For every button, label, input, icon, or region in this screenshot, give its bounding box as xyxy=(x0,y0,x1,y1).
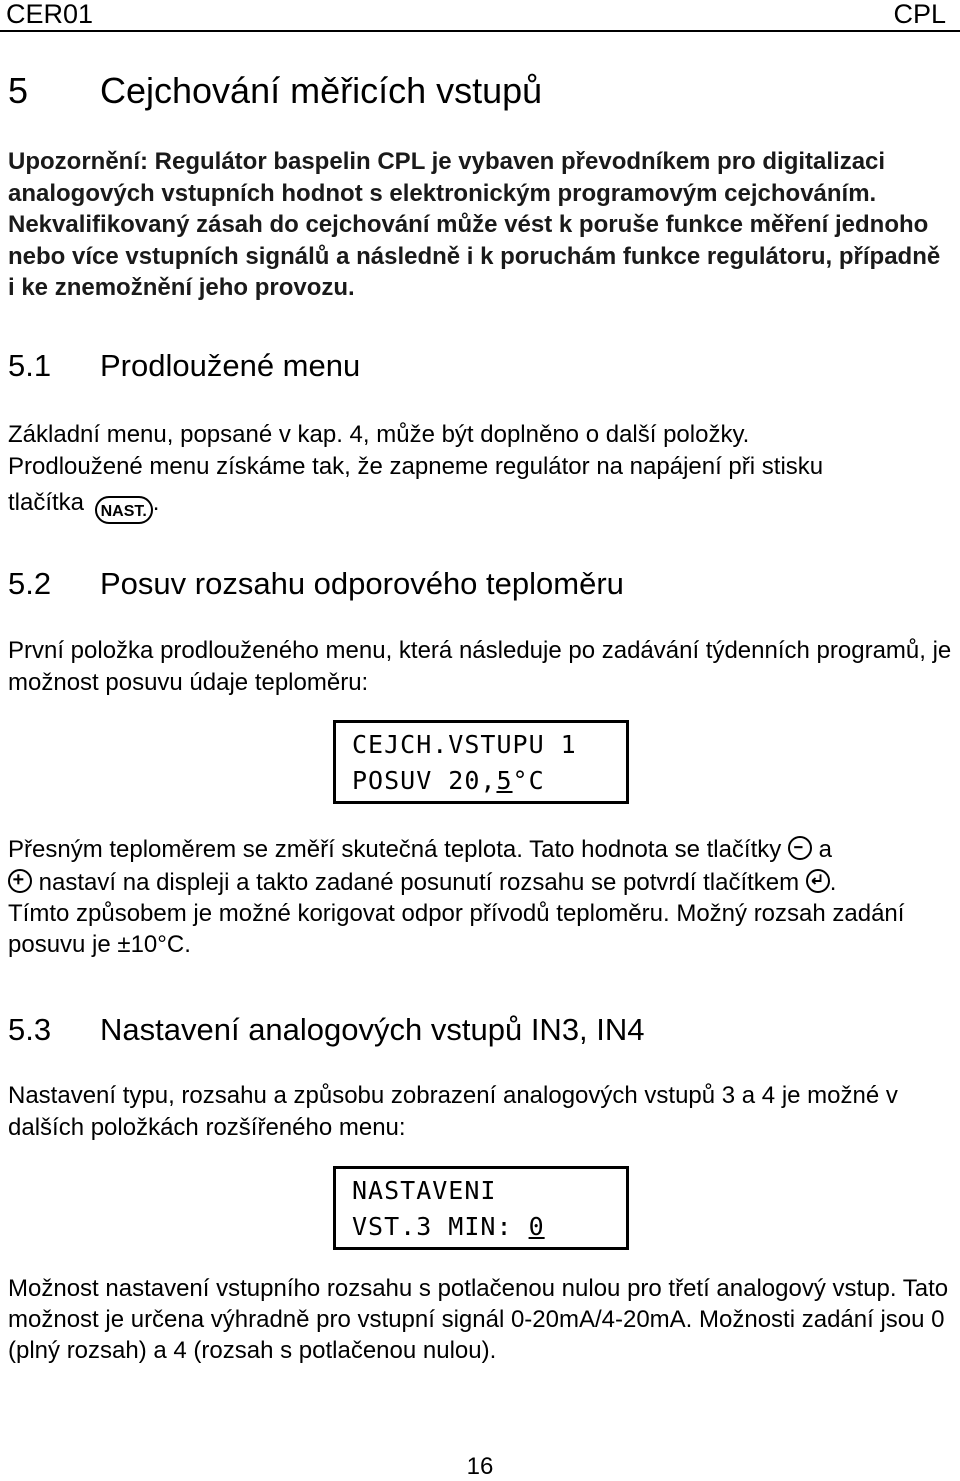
section-number: 5.2 xyxy=(8,566,52,601)
section-title: Prodloužené menu xyxy=(100,348,361,383)
minus-button-icon xyxy=(788,836,812,860)
section-5-heading xyxy=(8,70,542,112)
lcd-line-1: NASTAVENI xyxy=(352,1176,497,1205)
lcd-cursor: 0 xyxy=(528,1212,545,1241)
nast-key-icon: NAST. xyxy=(95,496,153,524)
text-fragment: a xyxy=(818,836,832,863)
text-fragment: tlačítka xyxy=(8,489,85,516)
section-title: Nastavení analogových vstupů IN3, IN4 xyxy=(100,1012,645,1047)
lcd-line-1: CEJCH.VSTUPU 1 xyxy=(352,730,577,759)
text-fragment: Přesným teploměrem se změří skutečná teplota. Tato hodnota se tlačítky xyxy=(8,836,782,863)
lcd-text: °C xyxy=(512,766,545,795)
section-number: 5 xyxy=(8,70,29,111)
text-block: Tímto způsobem je možné korigovat odpor přívodů teploměru. Možný rozsah zadání posuvu je ±10°C. xyxy=(8,900,905,958)
section-5-3-intro: Nastavení typu, rozsahu a způsobu zobrazení analogových vstupů 3 a 4 je možné v dalších položkách rozšířeného menu: xyxy=(8,1082,898,1141)
page-number: 16 xyxy=(466,1453,494,1480)
lcd-cursor: 5 xyxy=(496,766,513,795)
lcd-line-2 xyxy=(352,766,545,795)
text-line: Prodloužené menu získáme tak, že zapneme regulátor na napájení při stisku xyxy=(8,452,824,480)
lcd-text: VST.3 MIN: xyxy=(352,1212,529,1241)
text-fragment: nastaví na displeji a takto zadané posunutí rozsahu se potvrdí tlačítkem xyxy=(38,869,800,896)
lcd-display-analog-settings xyxy=(333,1166,629,1250)
section-title: Cejchování měřicích vstupů xyxy=(100,70,543,111)
text-fragment: . xyxy=(152,489,160,516)
header-doc-code: CER01 xyxy=(6,0,94,29)
page-header xyxy=(0,0,960,32)
lcd-line-2 xyxy=(352,1212,545,1241)
text-line xyxy=(8,867,953,898)
header-product: CPL xyxy=(893,0,946,29)
section-title: Posuv rozsahu odporového teploměru xyxy=(100,566,624,601)
text-line: Základní menu, popsané v kap. 4, může být doplněno o další položky. xyxy=(8,421,750,448)
section-5-1-text xyxy=(8,419,953,524)
lcd-display-calibration xyxy=(333,720,629,804)
warning-paragraph: Upozornění: Regulátor baspelin CPL je vybaven převodníkem pro digitalizaci analogových vstupních hodnot s elektronickým programovým cejchováním. Nekvalifikovaný zásah do cejchování může vést k poruše funkce měření jednoho nebo více vstupních signálů a následně i k poruchám funkce regulátoru, případně i ke znemožnění jeho provozu. xyxy=(8,148,941,301)
section-5-3-outro: Možnost nastavení vstupního rozsahu s potlačenou nulou pro třetí analogový vstup. Tato možnost je určena výhradně pro vstupní signál 0-20mA/4-20mA. Možnosti zadání jsou 0 (plný rozsah) a 4 (rozsah s potlačenou nulou). xyxy=(8,1275,949,1364)
section-5-2-intro: První položka prodlouženého menu, která následuje po zadávání týdenních programů, je možnost posuvu údaje teploměru: xyxy=(8,637,952,696)
section-5-1-heading xyxy=(8,348,360,384)
plus-button-icon xyxy=(8,869,32,893)
text-line xyxy=(8,487,953,524)
enter-button-icon xyxy=(806,869,830,893)
text-fragment: . xyxy=(829,869,837,896)
section-5-2-instructions xyxy=(8,834,953,960)
section-5-2-heading xyxy=(8,566,624,602)
section-5-3-heading xyxy=(8,1012,645,1048)
section-number: 5.3 xyxy=(8,1012,52,1047)
section-number: 5.1 xyxy=(8,348,52,383)
lcd-text: POSUV 20, xyxy=(352,766,497,795)
text-line xyxy=(8,834,953,865)
